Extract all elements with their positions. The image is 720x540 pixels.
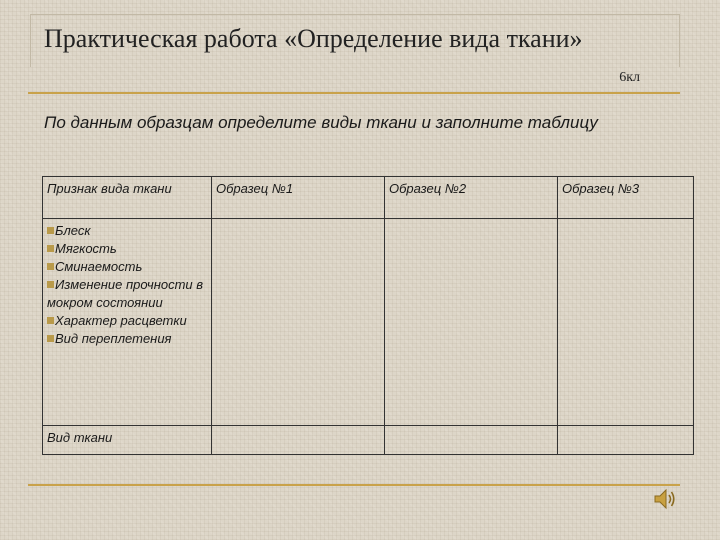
footer-label: Вид ткани: [43, 426, 212, 455]
bullet-icon: [47, 317, 54, 324]
grade-label: 6кл: [619, 70, 640, 85]
header-sample-2: Образец №2: [385, 177, 558, 219]
sample-1-type-cell[interactable]: [212, 426, 385, 455]
top-divider: [28, 92, 680, 94]
features-cell: [43, 219, 212, 426]
feature-item: Мягкость: [47, 240, 207, 258]
feature-item: Изменение прочности в мокром состоянии: [47, 277, 204, 310]
bullet-icon: [47, 263, 54, 270]
bottom-divider: [28, 484, 680, 486]
fabric-table: [42, 176, 694, 455]
speaker-icon[interactable]: [652, 486, 678, 512]
sample-1-answer-cell[interactable]: [212, 219, 385, 426]
features-row: [43, 219, 694, 426]
bullet-icon: [47, 281, 54, 288]
feature-item: Характер расцветки: [47, 312, 207, 330]
feature-item: Блеск: [47, 222, 207, 240]
table-header-row: [43, 177, 694, 219]
sample-3-type-cell[interactable]: [558, 426, 694, 455]
header-sample-1: Образец №1: [212, 177, 385, 219]
feature-item: Сминаемость: [47, 258, 207, 276]
header-sample-3: Образец №3: [558, 177, 694, 219]
feature-item: Вид переплетения: [47, 330, 207, 348]
sample-2-answer-cell[interactable]: [385, 219, 558, 426]
bullet-icon: [47, 227, 54, 234]
bullet-icon: [47, 335, 54, 342]
sample-2-type-cell[interactable]: [385, 426, 558, 455]
page-title: Практическая работа «Определение вида ткани»: [44, 24, 583, 53]
bullet-icon: [47, 245, 54, 252]
footer-row: [43, 426, 694, 455]
instructions: По данным образцам определите виды ткани и заполните таблицу: [44, 113, 598, 132]
header-feature: Признак вида ткани: [43, 177, 212, 219]
sample-3-answer-cell[interactable]: [558, 219, 694, 426]
